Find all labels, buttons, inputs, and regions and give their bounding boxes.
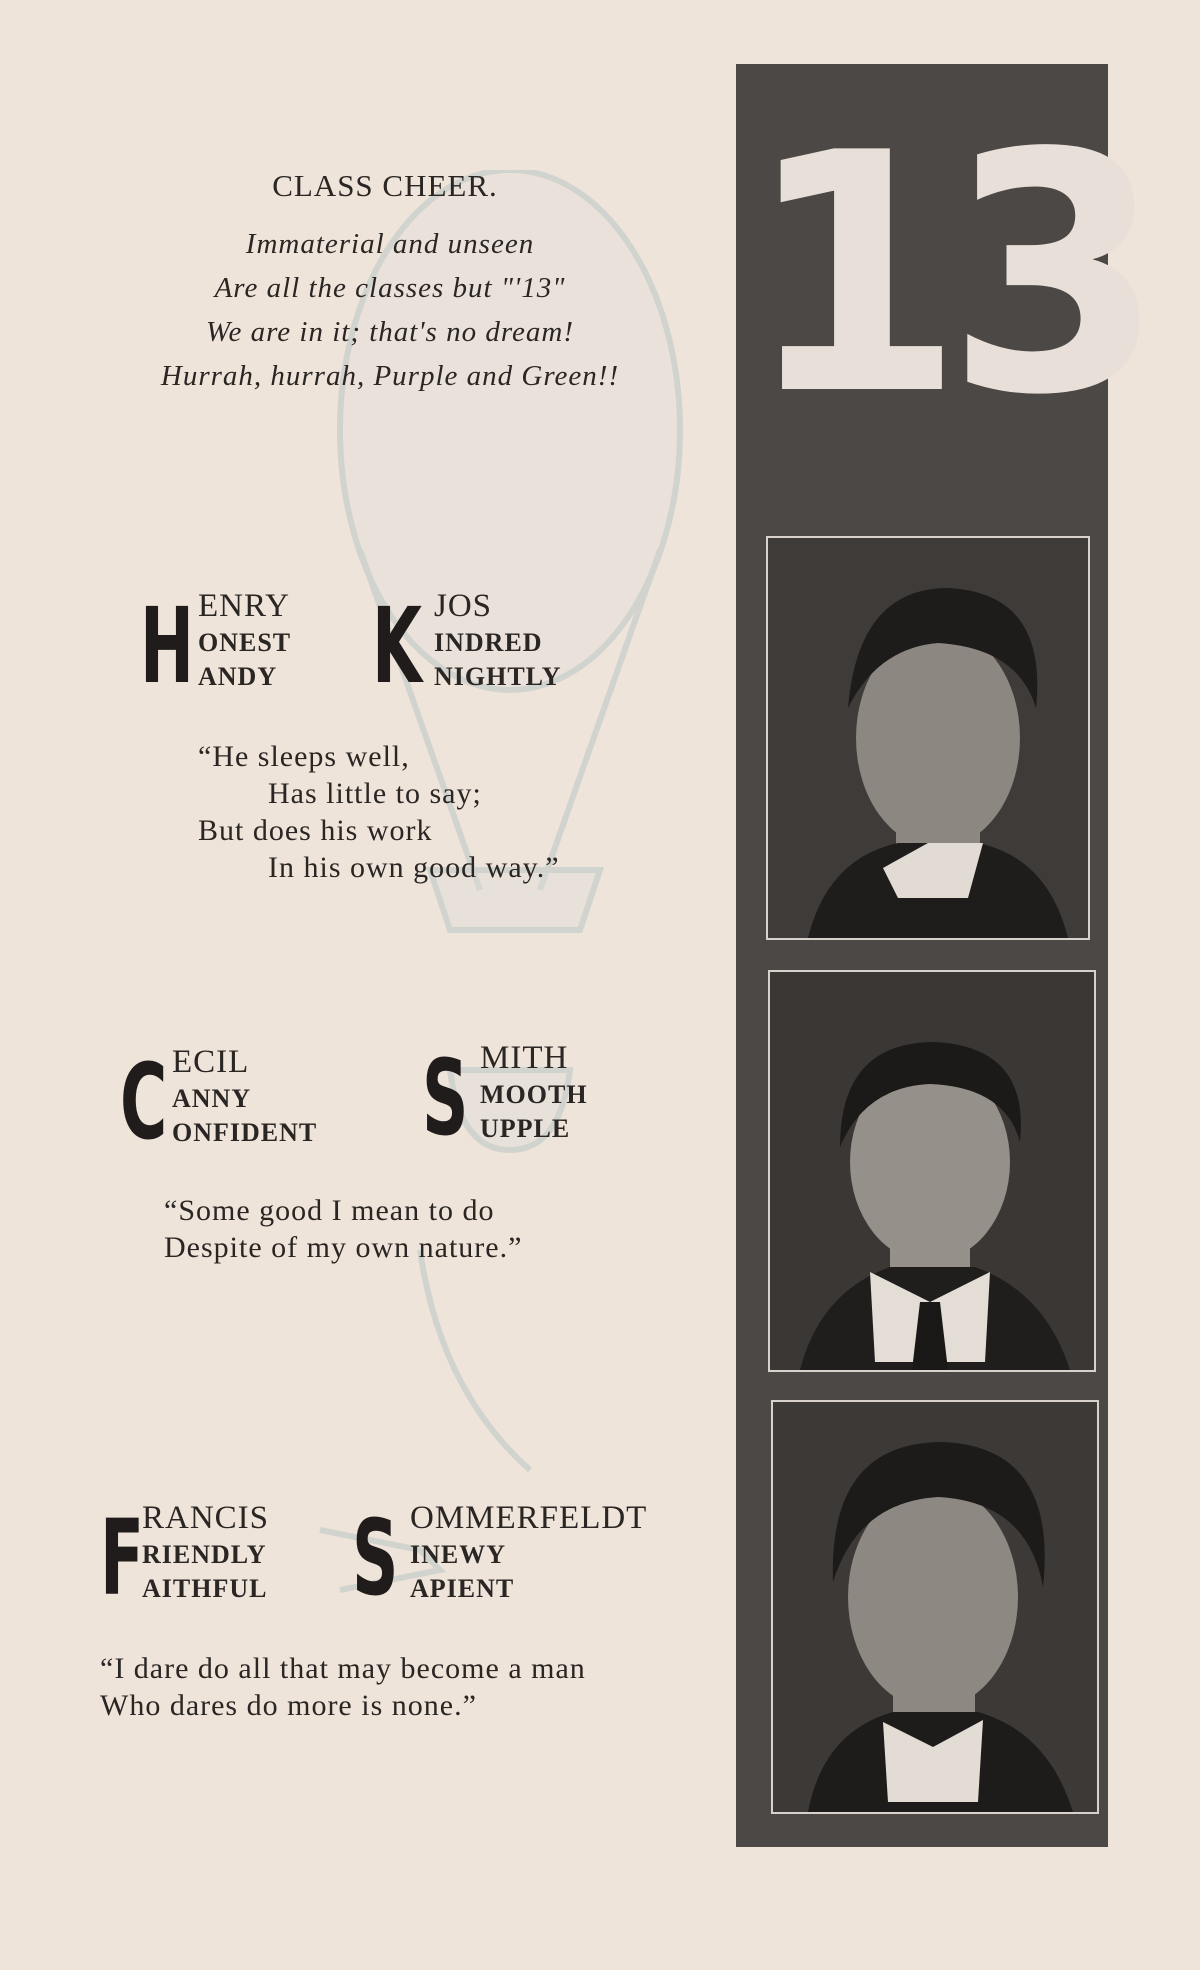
acrostic-line: APIENT (410, 1574, 515, 1603)
quote-line: “He sleeps well, (198, 740, 410, 773)
portrait-photo (771, 1400, 1099, 1814)
acrostic-line: UPPLE (480, 1114, 571, 1143)
last-name-initial: K (372, 585, 422, 707)
quote-line: Despite of my own nature.” (164, 1231, 523, 1264)
last-name-acrostic (352, 1497, 692, 1620)
quote-line: Who dares do more is none.” (100, 1689, 477, 1722)
cheer-line: Are all the classes but "'13" (214, 272, 566, 304)
acrostic-line: AITHFUL (142, 1574, 268, 1603)
first-name-acrostic (120, 1041, 350, 1164)
first-name-acrostic (140, 585, 340, 708)
portrait-photo (768, 970, 1096, 1372)
cheer-line: Hurrah, hurrah, Purple and Green!! (160, 360, 620, 392)
cheer-line: Immaterial and unseen (245, 228, 535, 260)
quote-line: But does his work (198, 814, 433, 847)
last-name-initial: S (422, 1037, 469, 1159)
last-name-acrostic (372, 585, 612, 708)
acrostic-line: ENRY (198, 588, 291, 624)
acrostic-line: OMMERFELDT (410, 1500, 648, 1536)
class-year-label: 13 (745, 83, 1148, 467)
portrait-icon (770, 972, 1094, 1370)
first-name-initial: C (120, 1041, 168, 1163)
first-name-acrostic (100, 1497, 320, 1620)
cheer-title: CLASS CHEER. (272, 168, 498, 203)
acrostic-line: MITH (480, 1040, 569, 1076)
acrostic-line: JOS (434, 588, 493, 624)
quote-line: “Some good I mean to do (164, 1194, 495, 1227)
acrostic-line: ONEST (198, 628, 292, 657)
acrostic-line: NIGHTLY (434, 662, 562, 691)
acrostic-line: ANDY (198, 662, 278, 691)
portrait-icon (773, 1402, 1097, 1812)
quote-line: Has little to say; (268, 777, 482, 810)
acrostic-line: ANNY (172, 1084, 252, 1113)
last-name-acrostic (422, 1037, 622, 1160)
acrostic-line: RIENDLY (142, 1540, 267, 1569)
portrait-icon (768, 538, 1088, 938)
student-quote (198, 738, 560, 886)
acrostic-line: INDRED (434, 628, 543, 657)
first-name-initial: H (140, 585, 194, 707)
acrostic-line: ONFIDENT (172, 1118, 318, 1147)
student-quote (100, 1650, 586, 1724)
acrostic-line: RANCIS (142, 1500, 270, 1536)
acrostic-line: MOOTH (480, 1080, 588, 1109)
student-quote (164, 1192, 522, 1266)
last-name-initial: S (352, 1497, 399, 1619)
portrait-photo (766, 536, 1090, 940)
quote-line: In his own good way.” (268, 851, 560, 884)
acrostic-line: INEWY (410, 1540, 507, 1569)
quote-line: “I dare do all that may become a man (100, 1652, 586, 1685)
cheer-line: We are in it; that's no dream! (205, 316, 575, 348)
acrostic-line: ECIL (172, 1044, 250, 1080)
first-name-initial: F (100, 1497, 145, 1619)
